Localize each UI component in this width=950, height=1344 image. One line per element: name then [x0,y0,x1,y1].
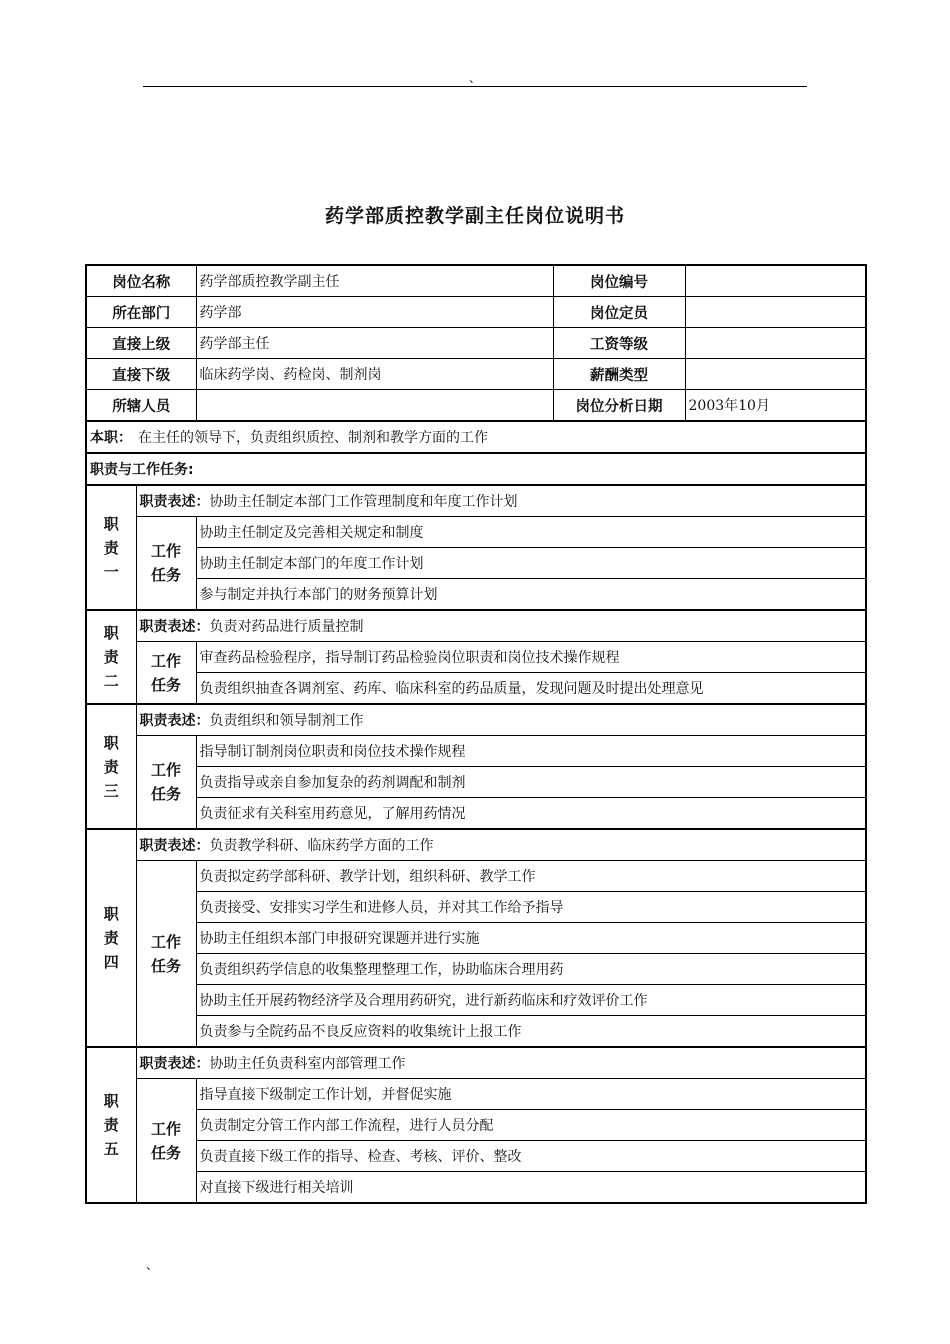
task-row [86,1141,866,1172]
page-title: 药学部质控教学副主任岗位说明书 [324,205,625,227]
duty-statement-text: 协助主任制定本部门工作管理制度和年度工作计划 [209,494,518,510]
task-item: 负责拟定药学部科研、教学计划，组织科研、教学工作 [196,861,866,892]
task-row [86,736,866,767]
duty-statement-label: 职责表述： [139,713,210,729]
info-row [86,390,866,422]
info-value [196,390,553,422]
duty-statement-row [86,829,866,861]
duty-statement-row [86,1047,866,1079]
task-row [86,798,866,830]
task-label: 工作 任务 [136,1079,196,1204]
duty-statement-row [86,704,866,736]
task-label: 工作 任务 [136,861,196,1048]
task-item: 协助主任组织本部门申报研究课题并进行实施 [196,923,866,954]
task-item: 对直接下级进行相关培训 [196,1172,866,1204]
info-value: 药学部 [196,297,553,328]
info-label: 所辖人员 [86,390,196,422]
duties-heading: 职责与工作任务: [86,453,866,485]
info-label: 直接下级 [86,359,196,390]
info-row [86,265,866,297]
duty-statement-text: 协助主任负责科室内部管理工作 [209,1056,406,1072]
task-item: 协助主任开展药物经济学及合理用药研究，进行新药临床和疗效评价工作 [196,985,866,1016]
duty-statement-row [86,485,866,517]
duty-statement-label: 职责表述： [139,619,210,635]
duty-statement [136,610,866,642]
info-label: 薪酬类型 [553,359,685,390]
info-label: 岗位编号 [553,265,685,297]
task-row [86,861,866,892]
duty-name: 职 责 一 [86,485,136,610]
info-value: 2003年10月 [685,390,866,422]
task-item: 负责组织药学信息的收集整理整理工作，协助临床合理用药 [196,954,866,985]
info-row [86,297,866,328]
footer-mark: 、 [146,1258,159,1272]
info-label: 所在部门 [86,297,196,328]
task-label: 工作 任务 [136,736,196,830]
task-row [86,1079,866,1110]
task-row [86,517,866,548]
info-label: 直接上级 [86,328,196,359]
duty-statement-text: 负责对药品进行质量控制 [209,619,364,635]
duty-name: 职 责 三 [86,704,136,829]
task-row [86,923,866,954]
task-item: 参与制定并执行本部门的财务预算计划 [196,579,866,611]
task-item: 协助主任制定及完善相关规定和制度 [196,517,866,548]
benzhi-text: 在主任的领导下，负责组织质控、制剂和教学方面的工作 [138,430,488,446]
benzhi-label: 本职： [90,430,132,446]
duty-statement-label: 职责表述： [139,838,210,854]
duty-statement [136,829,866,861]
info-value [685,265,866,297]
duty-statement-label: 职责表述： [139,1056,210,1072]
task-row [86,1110,866,1141]
duty-statement-row [86,610,866,642]
info-row [86,328,866,359]
info-value: 临床药学岗、药检岗、制剂岗 [196,359,553,390]
header-rule [143,86,807,87]
duty-name: 职 责 二 [86,610,136,704]
task-item: 协助主任制定本部门的年度工作计划 [196,548,866,579]
duty-statement [136,1047,866,1079]
header-mark: 、 [469,71,482,85]
task-label: 工作 任务 [136,642,196,705]
duty-name: 职 责 四 [86,829,136,1047]
task-row [86,892,866,923]
job-description-table [85,264,867,1204]
task-item: 负责指导或亲自参加复杂的药剂调配和制剂 [196,767,866,798]
duty-statement-text: 负责教学科研、临床药学方面的工作 [209,838,434,854]
task-item: 负责接受、安排实习学生和进修人员，并对其工作给予指导 [196,892,866,923]
task-item: 负责制定分管工作内部工作流程，进行人员分配 [196,1110,866,1141]
task-row [86,548,866,579]
info-value [685,328,866,359]
info-label: 岗位名称 [86,265,196,297]
task-row [86,642,866,673]
task-item: 指导制订制剂岗位职责和岗位技术操作规程 [196,736,866,767]
benzhi-cell [86,421,866,453]
duties-heading-row [86,453,866,485]
info-row [86,359,866,390]
task-row [86,1016,866,1048]
task-row [86,1172,866,1204]
duty-statement-label: 职责表述： [139,494,210,510]
duty-statement [136,485,866,517]
duty-statement-text: 负责组织和领导制剂工作 [209,713,364,729]
task-row [86,954,866,985]
task-row [86,579,866,611]
benzhi-row [86,421,866,453]
task-item: 负责直接下级工作的指导、检查、考核、评价、整改 [196,1141,866,1172]
task-item: 审查药品检验程序，指导制订药品检验岗位职责和岗位技术操作规程 [196,642,866,673]
task-row [86,985,866,1016]
info-label: 岗位分析日期 [553,390,685,422]
duty-name: 职 责 五 [86,1047,136,1203]
info-value: 药学部质控教学副主任 [196,265,553,297]
task-row [86,673,866,705]
duty-statement [136,704,866,736]
info-value: 药学部主任 [196,328,553,359]
task-item: 指导直接下级制定工作计划，并督促实施 [196,1079,866,1110]
task-row [86,767,866,798]
info-label: 岗位定员 [553,297,685,328]
task-item: 负责组织抽查各调剂室、药库、临床科室的药品质量，发现问题及时提出处理意见 [196,673,866,705]
task-label: 工作 任务 [136,517,196,611]
info-label: 工资等级 [553,328,685,359]
task-item: 负责征求有关科室用药意见，了解用药情况 [196,798,866,830]
info-value [685,297,866,328]
info-value [685,359,866,390]
task-item: 负责参与全院药品不良反应资料的收集统计上报工作 [196,1016,866,1048]
